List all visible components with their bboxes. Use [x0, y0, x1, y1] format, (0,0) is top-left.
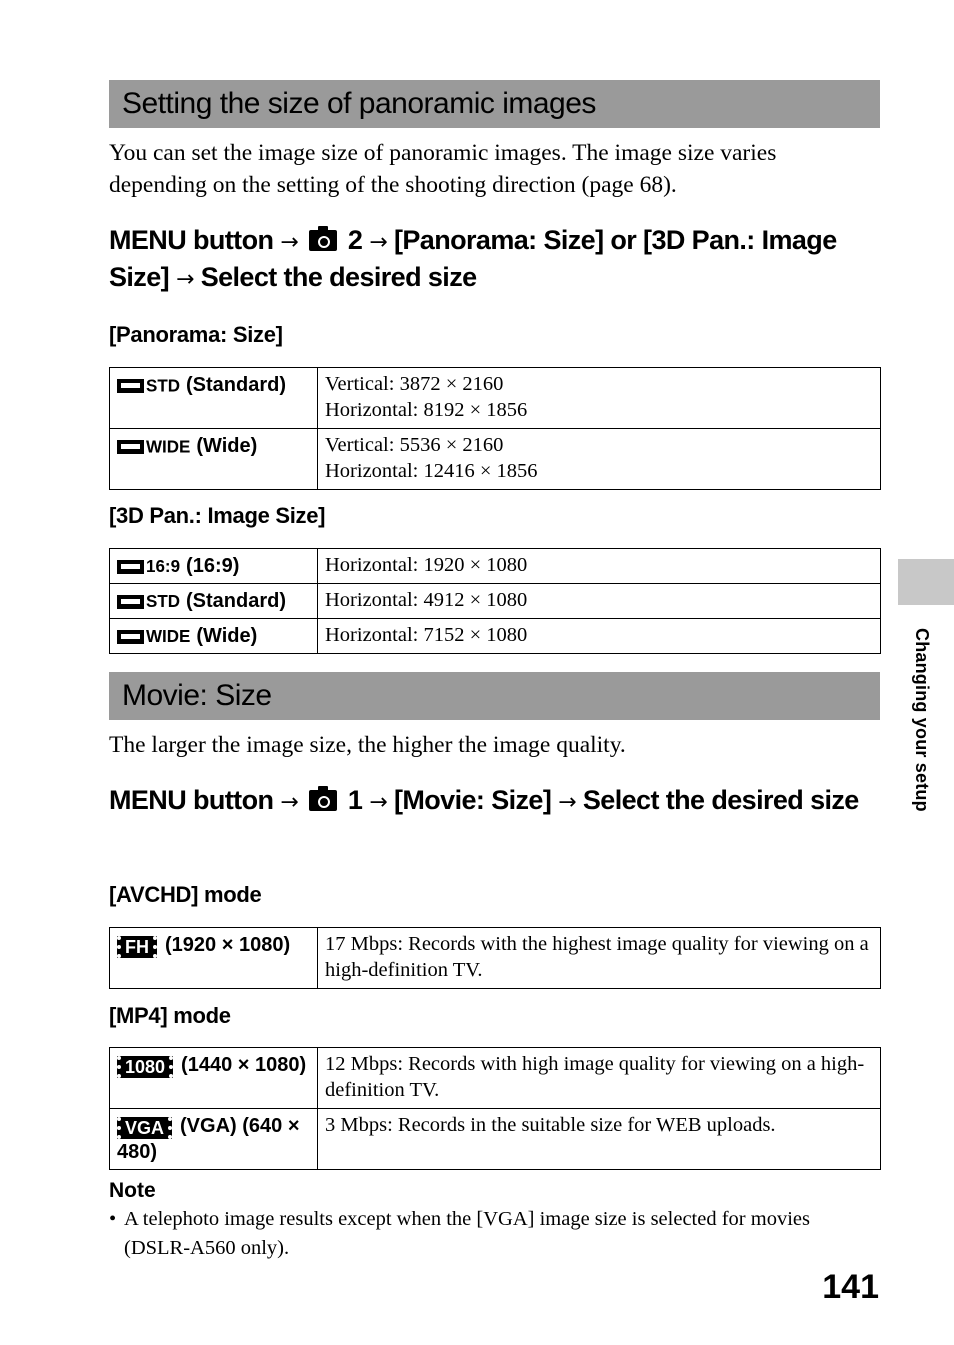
movie-menu-path — [109, 783, 879, 820]
panorama-wide-icon: WIDE — [117, 434, 190, 460]
table-label-cell: WIDE (Wide) — [110, 429, 318, 490]
table-label-cell: VGA (VGA) (640 × 480) — [110, 1109, 318, 1170]
menu-button-label: MENU button — [109, 225, 274, 255]
panorama-std-icon: STD — [117, 589, 180, 615]
mp4-mode-table — [109, 1047, 881, 1170]
page-number: 141 — [822, 1268, 879, 1306]
table-label-cell: 1080 (1440 × 1080) — [110, 1048, 318, 1109]
note-text: A telephoto image results except when the [VGA] image size is selected for movies (DSLR-A560 only). — [124, 1208, 810, 1259]
camera-icon — [309, 790, 337, 811]
table-row — [110, 429, 881, 490]
note-body — [109, 1205, 879, 1263]
movie-1080-icon: 1080 — [117, 1056, 173, 1078]
note-heading: Note — [109, 1179, 156, 1202]
arrow-icon: → — [280, 790, 299, 815]
bullet-icon: • — [109, 1208, 117, 1230]
table-row — [110, 549, 881, 584]
avchd-mode-subheading: [AVCHD] mode — [109, 882, 262, 907]
table-row — [110, 1048, 881, 1109]
section-heading-panorama-size: Setting the size of panoramic images — [109, 80, 880, 128]
menu-tab-number: 1 — [347, 785, 363, 815]
panorama-size-table — [109, 367, 881, 490]
panorama-std-icon: STD — [117, 373, 180, 399]
movie-vga-icon: VGA — [117, 1117, 172, 1139]
mp4-mode-subheading: [MP4] mode — [109, 1003, 231, 1028]
table-label-cell: STD (Standard) — [110, 584, 318, 619]
table-value-cell: 17 Mbps: Records with the highest image quality for viewing on a high-definition TV. — [318, 928, 881, 989]
arrow-icon: → — [369, 230, 388, 255]
menu-item-label: [Panorama: Size] or [3D Pan.: Image Size] — [109, 225, 837, 292]
table-value-cell: 12 Mbps: Records with high image quality for viewing on a high-definition TV. — [318, 1048, 881, 1109]
menu-final-step: Select the desired size — [582, 785, 859, 815]
table-label-cell: FH (1920 × 1080) — [110, 928, 318, 989]
avchd-mode-table — [109, 927, 881, 989]
movie-intro-text: The larger the image size, the higher the image quality. — [109, 732, 626, 758]
camera-icon — [309, 230, 337, 251]
side-tab-label: Changing your setup — [912, 628, 932, 812]
table-row — [110, 1109, 881, 1170]
section-heading-movie-size: Movie: Size — [109, 672, 880, 720]
pan3d-size-table — [109, 548, 881, 654]
arrow-icon: → — [558, 790, 576, 815]
pan3d-size-subheading: [3D Pan.: Image Size] — [109, 503, 326, 528]
arrow-icon: → — [369, 790, 388, 815]
arrow-icon: → — [280, 230, 299, 255]
menu-button-label: MENU button — [109, 785, 274, 815]
table-row — [110, 368, 881, 429]
panorama-size-subheading: [Panorama: Size] — [109, 322, 283, 347]
panorama-menu-path — [109, 223, 879, 297]
table-value-cell: Horizontal: 1920 × 1080 — [318, 549, 881, 584]
table-value-cell: Vertical: 3872 × 2160 Horizontal: 8192 × 1856 — [318, 368, 881, 429]
table-row — [110, 619, 881, 654]
arrow-icon: → — [175, 267, 194, 292]
table-value-cell: Horizontal: 7152 × 1080 — [318, 619, 881, 654]
table-label-cell: STD (Standard) — [110, 368, 318, 429]
menu-final-step: Select the desired size — [200, 262, 477, 292]
side-tab-marker — [898, 559, 954, 605]
menu-tab-number: 2 — [347, 225, 363, 255]
table-value-cell: Vertical: 5536 × 2160 Horizontal: 12416 × 1856 — [318, 429, 881, 490]
table-row — [110, 584, 881, 619]
table-row — [110, 928, 881, 989]
movie-fh-icon: FH — [117, 936, 157, 958]
panorama-169-icon: 16:9 — [117, 554, 180, 580]
panorama-wide-icon: WIDE — [117, 624, 190, 650]
table-value-cell: Horizontal: 4912 × 1080 — [318, 584, 881, 619]
panorama-intro-text: You can set the image size of panoramic images. The image size varies depending on the setting of the shooting direction (page 68). — [109, 140, 777, 198]
menu-item-label: [Movie: Size] — [394, 785, 552, 815]
table-value-cell: 3 Mbps: Records in the suitable size for WEB uploads. — [318, 1109, 881, 1170]
table-label-cell: WIDE (Wide) — [110, 619, 318, 654]
table-label-cell: 16:9 (16:9) — [110, 549, 318, 584]
